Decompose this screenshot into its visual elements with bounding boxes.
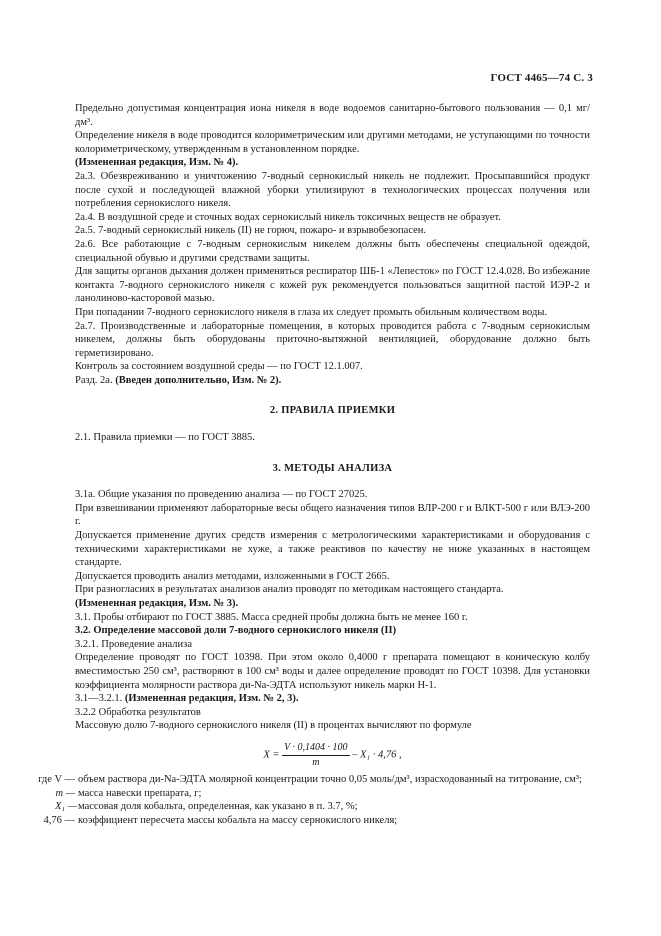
paragraph-text: Предельно допустимая концентрация иона никеля в воде водоемов санитарно-бытового пользования — 0,1 мг/дм³. (75, 103, 590, 128)
section-title-3: 3. МЕТОДЫ АНАЛИЗА (272, 462, 393, 474)
paragraph: При разногласиях в результатах анализов анализ проводят по методикам настоящего стандарта. (75, 584, 504, 596)
section-note (75, 374, 590, 388)
formula (75, 741, 590, 768)
definition-label: 4,76 — (43, 814, 75, 826)
paragraph: Контроль за состоянием воздушной среды — по ГОСТ 12.1.007. (75, 361, 363, 373)
paragraph: 3.1а. Общие указания по проведению анализа — по ГОСТ 27025. (75, 489, 368, 501)
formula-rhs: – X₁ · 4,76 , (352, 749, 402, 761)
paragraph (75, 102, 590, 129)
paragraph: 3.1. Пробы отбирают по ГОСТ 3885. Масса средней пробы должна быть не менее 160 г. (75, 611, 468, 623)
paragraph: 2а.5. 7-водный сернокислый никель (II) не горюч, пожаро- и взрывобезопасен. (75, 225, 427, 237)
paragraph: Определение проводят по ГОСТ 10398. При этом около 0,4000 г препарата помещают в коническую колбу вместимостью 250 см³, растворяют в 100 см³ воды и далее определение проводят по ГОСТ 10398. Для установки коэффициента молярности раствора ди-Na-ЭДТА используют никель марки Н-1. (75, 652, 590, 691)
paragraph: 2а.3. Обезвреживанию и уничтожению 7-водный сернокислый никель не подлежит. Просыпавшийся продукт после сухой и последующей влажной уборки утилизируют в технологических процессах получения или потребления сернокислого никеля. (75, 170, 590, 210)
paragraph: 2а.7. Производственные и лабораторные помещения, в которых проводится работа с 7-водным сернокислым никелем, должны быть оборудованы приточно-вытяжной вентиляцией, оборудование должно быть герметизировано. (75, 320, 590, 359)
definition-text: объем раствора ди-Na-ЭДТА молярной концентрации точно 0,05 моль/дм³, израсходованный на титрование, см³; (78, 773, 582, 785)
paragraph (75, 129, 590, 156)
definition-label: m — (55, 787, 75, 799)
paragraph: При взвешивании применяют лабораторные весы общего назначения типов ВЛР-200 г и ВЛКТ-500 г или ВЛЭ-200 г. (75, 502, 590, 528)
paragraph: 2.1. Правила приемки — по ГОСТ 3885. (75, 432, 255, 444)
subsection-title: 3.2. Определение массовой доли 7-водного сернокислого никеля (II) (75, 625, 397, 637)
section-title-2: 2. ПРАВИЛА ПРИЕМКИ (269, 405, 396, 417)
paragraph: Допускается применение других средств измерения с метрологическими характеристиками и оборудования с техническими характеристиками не хуже, а также реактивов по качеству не ниже указанных в настоящем стандарте. (75, 530, 590, 569)
definition-text: коэффициент пересчета массы кобальта на массу сернокислого никеля; (78, 814, 398, 826)
range-label: 3.1—3.2.1. (75, 693, 125, 705)
paragraph-text: Определение никеля в воде проводится колориметрическим или другими методами, не уступающими по точности колориметрическому, утвержденным в установленном порядке. (75, 130, 590, 155)
definition-row (55, 787, 590, 801)
definition-text: масса навески препарата, г; (78, 787, 202, 799)
paragraph: 2а.4. В воздушной среде и сточных водах сернокислый никель токсичных веществ не образует. (75, 211, 501, 223)
amendment-note: (Измененная редакция, Изм. № 4). (75, 157, 239, 169)
paragraph: 3.2.1. Проведение анализа (75, 638, 192, 650)
definition-row (55, 800, 590, 814)
variable-definitions (38, 773, 590, 827)
formula-denominator: m (312, 756, 320, 768)
paragraph: При попадании 7-водного сернокислого никеля в глаза их следует промыть обильным количеством воды. (75, 306, 548, 318)
definition-row (30, 773, 590, 787)
amendment-note: (Измененная редакция, Изм. № 2, 3). (124, 693, 299, 705)
formula-lhs: X = (263, 749, 280, 761)
definition-label: X₁ — (55, 801, 78, 813)
paragraph: 2а.6. Все работающие с 7-водным сернокислым никелем должны быть обеспечены специальной одеждой, специальной обувью и другими средствами защиты. (75, 238, 590, 264)
section-note (75, 692, 590, 706)
paragraph: Для защиты органов дыхания должен применяться респиратор ШБ-1 «Лепесток» по ГОСТ 12.4.028. Во избежание контакта 7-водного сернокислого никеля с кожей рук рекомендуется пользоваться защитной пастой ИЭР-2 и ланолиново-касторовой мазью. (75, 266, 590, 305)
paragraph: 3.2.2 Обработка результатов (75, 706, 201, 718)
razd-note: (Введен дополнительно, Изм. № 2). (115, 374, 282, 386)
paragraph: Массовую долю 7-водного сернокислого никеля (II) в процентах вычисляют по формуле (75, 720, 472, 732)
page-header: ГОСТ 4465—74 С. 3 (490, 72, 593, 84)
definition-row (27, 814, 590, 828)
definition-label: где V — (38, 773, 75, 785)
paragraph: Допускается проводить анализ методами, изложенными в ГОСТ 2665. (75, 570, 390, 582)
razd-prefix: Разд. 2а. (75, 374, 116, 386)
definition-text: массовая доля кобальта, определенная, как указано в п. 3.7, %; (78, 801, 358, 813)
formula-numerator: V · 0,1404 · 100 (282, 741, 349, 756)
formula-fraction (282, 741, 349, 769)
amendment-note: (Измененная редакция, Изм. № 3). (75, 598, 239, 609)
